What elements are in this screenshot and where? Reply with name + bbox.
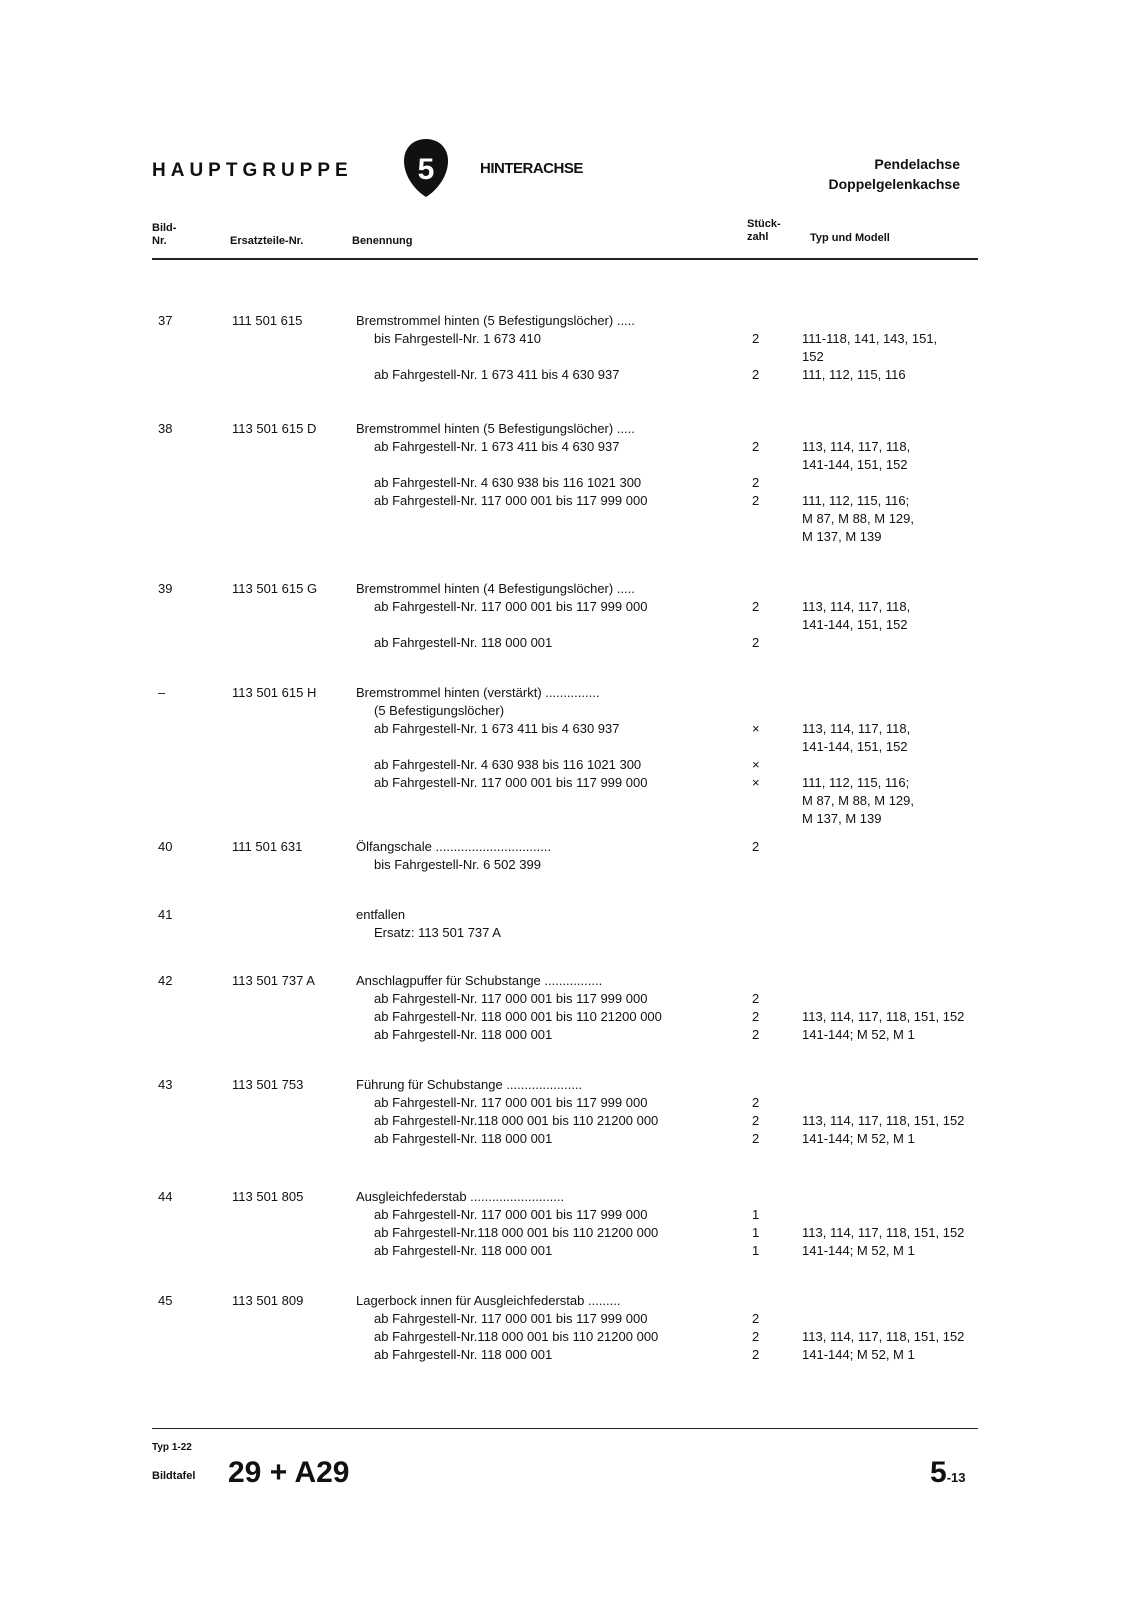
entry-bild-nr: 44 (158, 1189, 173, 1204)
entry-quantity (752, 312, 782, 384)
entry-title: Ausgleichfederstab .......................... (356, 1189, 565, 1204)
entry-chassis-range: bis Fahrgestell-Nr. 6 502 399 (374, 857, 541, 872)
col-name: Benennung (352, 235, 413, 247)
line-quantity (752, 1076, 782, 1094)
entry-description (356, 1076, 728, 1148)
entry-description (356, 838, 728, 874)
entry-chassis-range: bis Fahrgestell-Nr. 1 673 410 (374, 331, 541, 346)
line-type-model (802, 580, 1012, 598)
entry-part-number: 111 501 615 (232, 313, 303, 328)
line-quantity: 1 (752, 1207, 760, 1222)
line-type-model: M 87, M 88, M 129, (802, 511, 914, 526)
line-quantity: 2 (752, 1131, 760, 1146)
entry-quantity (752, 1188, 782, 1260)
entry-chassis-range (356, 810, 728, 828)
line-quantity: 2 (752, 991, 760, 1006)
bildtafel-label: Bildtafel (152, 1470, 196, 1482)
entry-bild-nr: 43 (158, 1077, 173, 1092)
entry-chassis-range: ab Fahrgestell-Nr.118 000 001 bis 110 21200 000 (374, 1225, 659, 1240)
entry-chassis-range: ab Fahrgestell-Nr. 1 673 411 bis 4 630 937 (374, 439, 620, 454)
entry-quantity (752, 1292, 782, 1364)
entry-title: Bremstrommel hinten (4 Befestigungslöcher) ..... (356, 581, 635, 596)
entry-chassis-range: ab Fahrgestell-Nr.118 000 001 bis 110 21200 000 (374, 1329, 659, 1344)
entry-title: Anschlagpuffer für Schubstange ................ (356, 973, 603, 988)
line-quantity: 1 (752, 1225, 760, 1240)
entry-type-model (802, 684, 1012, 828)
entry-type-model (802, 312, 1012, 384)
entry-quantity (752, 838, 782, 874)
line-type-model: 111, 112, 115, 116; (802, 493, 910, 508)
entry-part-number: 113 501 615 G (232, 581, 318, 596)
entry-chassis-range: ab Fahrgestell-Nr. 117 000 001 bis 117 999 000 (374, 493, 648, 508)
entry-title: Führung für Schubstange ..................... (356, 1077, 583, 1092)
entry-chassis-range: ab Fahrgestell-Nr. 117 000 001 bis 117 999 000 (374, 1095, 648, 1110)
entry-quantity (752, 1076, 782, 1148)
line-quantity: 2 (752, 475, 760, 490)
line-type-model: M 137, M 139 (802, 811, 882, 826)
entry-type-model (802, 1292, 1012, 1364)
col-part: Ersatzteile-Nr. (230, 235, 304, 247)
line-type-model: 141-144; M 52, M 1 (802, 1347, 915, 1362)
line-type-model: 111, 112, 115, 116; (802, 775, 910, 790)
entry-title: Lagerbock innen für Ausgleichfederstab ......... (356, 1293, 621, 1308)
line-type-model: M 137, M 139 (802, 529, 882, 544)
shield-icon (402, 137, 450, 199)
line-type-model: 141-144; M 52, M 1 (802, 1131, 915, 1146)
entry-type-model (802, 838, 1012, 874)
entry-description (356, 684, 728, 828)
entry-description (356, 420, 728, 546)
group-number: 5 (417, 153, 435, 186)
line-quantity (752, 580, 782, 598)
entry-type-model (802, 972, 1012, 1044)
entry-chassis-range: ab Fahrgestell-Nr. 4 630 938 bis 116 1021 300 (374, 475, 642, 490)
line-type-model (802, 756, 1012, 774)
entry-chassis-range (356, 616, 728, 634)
col-bild-line1: Bild- (152, 222, 177, 234)
entry-chassis-range: ab Fahrgestell-Nr. 4 630 938 bis 116 1021 300 (374, 757, 642, 772)
line-type-model (802, 312, 1012, 330)
line-quantity: 1 (752, 1243, 760, 1258)
entry-bild-nr: 42 (158, 973, 173, 988)
line-quantity (752, 972, 782, 990)
axle-type-1: Pendelachse (874, 156, 960, 172)
line-type-model (802, 990, 1012, 1008)
entry-part-number: 113 501 753 (232, 1077, 304, 1092)
entry-bild-nr: 38 (158, 421, 173, 436)
entry-title: Bremstrommel hinten (5 Befestigungslöcher) ..... (356, 421, 635, 436)
line-type-model: 113, 114, 117, 118, (802, 439, 911, 454)
entry-quantity (752, 580, 782, 652)
entry-description (356, 312, 728, 384)
page-number (930, 1456, 965, 1490)
line-quantity (752, 1292, 782, 1310)
entry-type-model (802, 420, 1012, 546)
hauptgruppe-label: HAUPTGRUPPE (152, 160, 353, 181)
entry-chassis-range: ab Fahrgestell-Nr. 118 000 001 (374, 1243, 553, 1258)
line-type-model: 113, 114, 117, 118, 151, 152 (802, 1009, 965, 1024)
entry-bild-nr: – (158, 685, 166, 700)
entry-chassis-range (356, 348, 728, 366)
footer-typ: Typ 1-22 (152, 1442, 192, 1453)
entry-chassis-range (356, 792, 728, 810)
entry-type-model (802, 1188, 1012, 1260)
entry-chassis-range: ab Fahrgestell-Nr. 118 000 001 (374, 1347, 553, 1362)
entry-part-number: 111 501 631 (232, 839, 303, 854)
col-bild (152, 222, 176, 248)
header-rule (152, 258, 978, 260)
line-quantity (752, 528, 782, 546)
line-quantity (752, 312, 782, 330)
line-quantity (752, 702, 782, 720)
line-quantity (752, 348, 782, 366)
line-type-model (802, 702, 1012, 720)
entry-title: entfallen (356, 907, 406, 922)
line-quantity (752, 456, 782, 474)
entry-chassis-range (356, 510, 728, 528)
line-type-model: 141-144, 151, 152 (802, 617, 908, 632)
entry-quantity (752, 972, 782, 1044)
entry-part-number: 113 501 805 (232, 1189, 304, 1204)
entry-chassis-range: ab Fahrgestell-Nr. 1 673 411 bis 4 630 937 (374, 367, 620, 382)
line-quantity (752, 1188, 782, 1206)
line-type-model (802, 856, 1012, 874)
line-type-model: 141-144, 151, 152 (802, 739, 908, 754)
entry-chassis-range: ab Fahrgestell-Nr. 118 000 001 (374, 635, 553, 650)
line-quantity (752, 792, 782, 810)
line-quantity (752, 420, 782, 438)
line-type-model (802, 1206, 1012, 1224)
entry-chassis-range: Ersatz: 113 501 737 A (374, 925, 501, 940)
line-type-model (802, 972, 1012, 990)
line-quantity: 2 (752, 1113, 760, 1128)
axle-type-2: Doppelgelenkachse (828, 176, 960, 192)
line-quantity: × (752, 721, 760, 736)
line-type-model: M 87, M 88, M 129, (802, 793, 914, 808)
line-quantity (752, 906, 782, 924)
entry-chassis-range: ab Fahrgestell-Nr. 117 000 001 bis 117 999 000 (374, 1311, 648, 1326)
line-quantity: 2 (752, 367, 760, 382)
line-type-model (802, 634, 1012, 652)
col-typ: Typ und Modell (810, 232, 890, 244)
entry-description (356, 580, 728, 652)
entry-part-number: 113 501 737 A (232, 973, 315, 988)
entry-title: Bremstrommel hinten (verstärkt) ............... (356, 685, 600, 700)
entry-chassis-range: ab Fahrgestell-Nr. 118 000 001 (374, 1027, 553, 1042)
line-type-model (802, 474, 1012, 492)
line-quantity: 2 (752, 1095, 760, 1110)
entry-description (356, 1292, 728, 1364)
line-quantity (752, 510, 782, 528)
line-quantity: 2 (752, 599, 760, 614)
line-quantity: × (752, 775, 760, 790)
line-type-model (802, 420, 1012, 438)
entry-bild-nr: 40 (158, 839, 173, 854)
line-quantity: 2 (752, 1347, 760, 1362)
line-quantity: 2 (752, 839, 760, 854)
line-quantity: × (752, 757, 760, 772)
page-number-sub: -13 (946, 1470, 966, 1485)
line-type-model: 113, 114, 117, 118, 151, 152 (802, 1329, 965, 1344)
line-type-model: 113, 114, 117, 118, 151, 152 (802, 1225, 965, 1240)
line-type-model: 141-144; M 52, M 1 (802, 1243, 915, 1258)
entry-part-number: 113 501 615 H (232, 685, 317, 700)
page-number-main: 5 (930, 1456, 947, 1489)
entry-chassis-range (356, 528, 728, 546)
line-type-model (802, 906, 1012, 924)
line-type-model (802, 1292, 1012, 1310)
line-type-model: 113, 114, 117, 118, 151, 152 (802, 1113, 965, 1128)
entry-chassis-range: ab Fahrgestell-Nr. 117 000 001 bis 117 999 000 (374, 599, 648, 614)
line-type-model (802, 684, 1012, 702)
line-type-model: 111, 112, 115, 116 (802, 367, 906, 382)
line-quantity: 2 (752, 1329, 760, 1344)
entry-bild-nr: 39 (158, 581, 173, 596)
entry-bild-nr: 37 (158, 313, 173, 328)
entry-bild-nr: 45 (158, 1293, 173, 1308)
entry-description (356, 906, 728, 942)
group-name: HINTERACHSE (480, 160, 583, 177)
line-quantity (752, 810, 782, 828)
line-quantity (752, 616, 782, 634)
line-quantity: 2 (752, 493, 760, 508)
entry-chassis-range: ab Fahrgestell-Nr. 118 000 001 bis 110 21200 000 (374, 1009, 662, 1024)
line-type-model: 141-144, 151, 152 (802, 457, 908, 472)
entry-quantity (752, 684, 782, 828)
entry-chassis-range: ab Fahrgestell-Nr. 118 000 001 (374, 1131, 553, 1146)
entry-part-number: 113 501 809 (232, 1293, 304, 1308)
line-type-model: 113, 114, 117, 118, (802, 721, 911, 736)
entry-title: Bremstrommel hinten (5 Befestigungslöcher) ..... (356, 313, 635, 328)
entry-chassis-range: ab Fahrgestell-Nr. 117 000 001 bis 117 999 000 (374, 775, 648, 790)
col-qty (747, 218, 781, 244)
entry-quantity (752, 906, 782, 942)
line-quantity: 2 (752, 331, 760, 346)
entry-type-model (802, 580, 1012, 652)
entry-description (356, 972, 728, 1044)
line-type-model (802, 1094, 1012, 1112)
line-type-model (802, 924, 1012, 942)
entry-type-model (802, 1076, 1012, 1148)
entry-chassis-range: ab Fahrgestell-Nr. 1 673 411 bis 4 630 937 (374, 721, 620, 736)
group-number-badge (402, 137, 450, 199)
line-quantity: 2 (752, 1311, 760, 1326)
entry-chassis-range: ab Fahrgestell-Nr. 117 000 001 bis 117 999 000 (374, 1207, 648, 1222)
entry-title: Ölfangschale ................................ (356, 839, 552, 854)
entry-chassis-range: ab Fahrgestell-Nr. 117 000 001 bis 117 999 000 (374, 991, 648, 1006)
line-quantity: 2 (752, 1009, 760, 1024)
line-type-model (802, 1188, 1012, 1206)
line-type-model: 113, 114, 117, 118, (802, 599, 911, 614)
line-quantity: 2 (752, 1027, 760, 1042)
line-type-model: 152 (802, 349, 824, 364)
line-quantity: 2 (752, 439, 760, 454)
entry-chassis-range (356, 456, 728, 474)
line-type-model (802, 1310, 1012, 1328)
line-quantity (752, 856, 782, 874)
entry-part-number: 113 501 615 D (232, 421, 317, 436)
entry-chassis-range (356, 738, 728, 756)
entry-type-model (802, 906, 1012, 942)
line-type-model (802, 1076, 1012, 1094)
line-quantity (752, 924, 782, 942)
line-quantity (752, 684, 782, 702)
line-quantity: 2 (752, 635, 760, 650)
line-type-model: 111-118, 141, 143, 151, (802, 331, 938, 346)
entry-description (356, 1188, 728, 1260)
entry-chassis-range: (5 Befestigungslöcher) (374, 703, 505, 718)
col-bild-line2: Nr. (152, 235, 167, 247)
footer-rule (152, 1428, 978, 1429)
bildtafel-number: 29 + A29 (228, 1456, 350, 1489)
col-qty-line1: Stück- (747, 218, 781, 230)
line-type-model: 141-144; M 52, M 1 (802, 1027, 915, 1042)
entry-chassis-range: ab Fahrgestell-Nr.118 000 001 bis 110 21200 000 (374, 1113, 659, 1128)
line-quantity (752, 738, 782, 756)
entry-bild-nr: 41 (158, 907, 173, 922)
line-type-model (802, 838, 1012, 856)
col-qty-line2: zahl (747, 231, 769, 243)
entry-quantity (752, 420, 782, 546)
